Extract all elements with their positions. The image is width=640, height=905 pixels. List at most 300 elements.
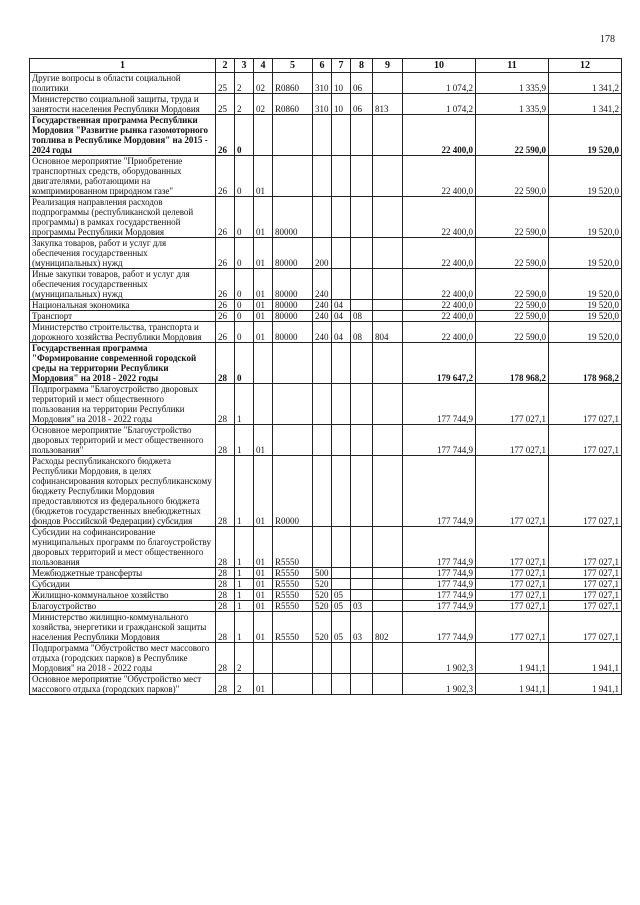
row-code-section xyxy=(332,456,351,527)
page-number: 178 xyxy=(600,34,615,45)
row-code-expense-type xyxy=(313,384,332,425)
row-code-subsection xyxy=(351,643,373,674)
row-code-gp: 25 xyxy=(216,73,235,94)
row-code-subsection xyxy=(351,300,373,311)
row-name: Субсидии xyxy=(30,579,216,590)
row-code-gp: 28 xyxy=(216,456,235,527)
table-header-row xyxy=(30,59,622,73)
row-value-2022: 177 027,1 xyxy=(549,456,622,527)
row-code-measure: 01 xyxy=(254,322,273,343)
row-code-measure: 01 xyxy=(254,456,273,527)
row-code-section: 05 xyxy=(332,601,351,612)
row-value-2020: 177 744,9 xyxy=(403,612,476,643)
row-code-direction: R0000 xyxy=(273,456,313,527)
row-code-section: 04 xyxy=(332,311,351,322)
row-code-direction xyxy=(273,156,313,197)
row-code-ministry xyxy=(373,197,403,238)
table-row xyxy=(30,643,622,674)
row-value-2020: 179 647,2 xyxy=(403,343,476,384)
row-code-measure xyxy=(254,384,273,425)
row-code-ministry xyxy=(373,590,403,601)
row-code-section xyxy=(332,674,351,695)
table-row xyxy=(30,674,622,695)
row-code-measure: 01 xyxy=(254,197,273,238)
row-value-2020: 177 744,9 xyxy=(403,601,476,612)
row-value-2021: 177 027,1 xyxy=(476,527,549,568)
row-code-direction: 80000 xyxy=(273,300,313,311)
row-value-2021: 22 590,0 xyxy=(476,322,549,343)
row-code-subsection xyxy=(351,156,373,197)
row-code-sub: 0 xyxy=(235,269,254,300)
row-value-2020: 22 400,0 xyxy=(403,156,476,197)
row-name: Транспорт xyxy=(30,311,216,322)
row-code-direction: R0860 xyxy=(273,94,313,115)
row-code-direction: 80000 xyxy=(273,238,313,269)
row-code-section xyxy=(332,197,351,238)
row-code-sub: 1 xyxy=(235,384,254,425)
row-name: Субсидии на софинансирование муниципальных программ по благоустройству дворовых территорий и мест общественного пользования xyxy=(30,527,216,568)
row-code-section xyxy=(332,579,351,590)
row-code-ministry xyxy=(373,643,403,674)
row-code-gp: 25 xyxy=(216,94,235,115)
row-code-sub: 2 xyxy=(235,73,254,94)
row-code-measure: 01 xyxy=(254,601,273,612)
row-value-2022: 19 520,0 xyxy=(549,322,622,343)
row-value-2022: 177 027,1 xyxy=(549,425,622,456)
row-name: Закупка товаров, работ и услуг для обеспечения государственных (муниципальных) нужд xyxy=(30,238,216,269)
row-code-direction xyxy=(273,384,313,425)
row-code-section xyxy=(332,527,351,568)
row-name: Основное мероприятие "Приобретение транспортных средств, оборудованных двигателями, работающими на компримированном природном газе" xyxy=(30,156,216,197)
row-value-2022: 177 027,1 xyxy=(549,601,622,612)
row-value-2020: 22 400,0 xyxy=(403,238,476,269)
row-name: Благоустройство xyxy=(30,601,216,612)
row-code-ministry: 804 xyxy=(373,322,403,343)
table-row xyxy=(30,238,622,269)
table-row xyxy=(30,322,622,343)
row-code-ministry: 802 xyxy=(373,612,403,643)
row-code-expense-type: 520 xyxy=(313,590,332,601)
row-name: Расходы республиканского бюджета Республики Мордовия, в целях софинансирования которых республиканскому бюджету Республики Мордовия предоставляются из федерального бюджета (бюджетов государственных внебюджетных фондов Российской Федерации) субсидия xyxy=(30,456,216,527)
row-name: Реализация направления расходов подпрограммы (республиканской целевой программы) в рамках государственной программы Республики Мордовия xyxy=(30,197,216,238)
row-code-expense-type xyxy=(313,115,332,156)
table-row xyxy=(30,568,622,579)
row-code-measure: 01 xyxy=(254,590,273,601)
table-row xyxy=(30,527,622,568)
row-code-gp: 26 xyxy=(216,238,235,269)
row-code-measure: 02 xyxy=(254,73,273,94)
table-row xyxy=(30,115,622,156)
row-code-subsection: 08 xyxy=(351,311,373,322)
row-code-measure: 01 xyxy=(254,527,273,568)
row-value-2020: 22 400,0 xyxy=(403,115,476,156)
table-row xyxy=(30,601,622,612)
row-code-sub: 0 xyxy=(235,238,254,269)
row-value-2021: 177 027,1 xyxy=(476,425,549,456)
row-code-gp: 28 xyxy=(216,579,235,590)
row-code-subsection xyxy=(351,197,373,238)
row-value-2021: 22 590,0 xyxy=(476,311,549,322)
row-code-section: 05 xyxy=(332,590,351,601)
row-name: Основное мероприятие "Благоустройство дворовых территорий и мест общественного пользования" xyxy=(30,425,216,456)
row-code-subsection xyxy=(351,269,373,300)
row-value-2022: 19 520,0 xyxy=(549,115,622,156)
row-code-ministry xyxy=(373,300,403,311)
row-code-expense-type: 240 xyxy=(313,322,332,343)
row-code-subsection xyxy=(351,527,373,568)
row-code-ministry xyxy=(373,343,403,384)
row-code-ministry xyxy=(373,73,403,94)
row-code-subsection xyxy=(351,343,373,384)
row-code-expense-type xyxy=(313,156,332,197)
row-value-2020: 1 902,3 xyxy=(403,643,476,674)
row-value-2022: 19 520,0 xyxy=(549,156,622,197)
row-value-2021: 1 335,9 xyxy=(476,94,549,115)
row-value-2022: 177 027,1 xyxy=(549,527,622,568)
row-code-subsection xyxy=(351,456,373,527)
row-value-2021: 22 590,0 xyxy=(476,238,549,269)
table-row xyxy=(30,73,622,94)
row-code-sub: 0 xyxy=(235,300,254,311)
row-value-2020: 177 744,9 xyxy=(403,425,476,456)
row-code-ministry xyxy=(373,674,403,695)
row-value-2022: 19 520,0 xyxy=(549,197,622,238)
row-value-2021: 1 941,1 xyxy=(476,643,549,674)
row-code-gp: 26 xyxy=(216,269,235,300)
row-code-gp: 26 xyxy=(216,115,235,156)
row-code-sub: 1 xyxy=(235,456,254,527)
row-code-measure: 01 xyxy=(254,674,273,695)
row-code-expense-type xyxy=(313,674,332,695)
row-value-2022: 1 941,1 xyxy=(549,643,622,674)
row-code-gp: 28 xyxy=(216,601,235,612)
column-header: 4 xyxy=(254,59,273,73)
row-value-2020: 177 744,9 xyxy=(403,590,476,601)
row-code-gp: 28 xyxy=(216,343,235,384)
row-code-direction: 80000 xyxy=(273,322,313,343)
row-code-measure: 01 xyxy=(254,238,273,269)
table-row xyxy=(30,590,622,601)
row-code-sub: 0 xyxy=(235,115,254,156)
row-code-ministry xyxy=(373,311,403,322)
row-code-gp: 28 xyxy=(216,527,235,568)
row-code-subsection xyxy=(351,579,373,590)
column-header: 6 xyxy=(313,59,332,73)
row-code-measure: 01 xyxy=(254,156,273,197)
row-value-2022: 19 520,0 xyxy=(549,311,622,322)
row-code-expense-type: 520 xyxy=(313,612,332,643)
budget-table xyxy=(29,58,622,695)
row-code-ministry xyxy=(373,156,403,197)
column-header: 5 xyxy=(273,59,313,73)
row-code-gp: 28 xyxy=(216,425,235,456)
row-name: Национальная экономика xyxy=(30,300,216,311)
row-code-ministry xyxy=(373,384,403,425)
table-row xyxy=(30,269,622,300)
row-value-2020: 22 400,0 xyxy=(403,197,476,238)
table-row xyxy=(30,156,622,197)
row-code-section xyxy=(332,238,351,269)
table-row xyxy=(30,612,622,643)
row-value-2022: 1 941,1 xyxy=(549,674,622,695)
row-code-expense-type: 240 xyxy=(313,311,332,322)
row-value-2021: 22 590,0 xyxy=(476,269,549,300)
row-code-sub: 1 xyxy=(235,579,254,590)
row-code-measure: 01 xyxy=(254,612,273,643)
row-value-2020: 22 400,0 xyxy=(403,322,476,343)
row-code-ministry xyxy=(373,601,403,612)
row-code-gp: 26 xyxy=(216,156,235,197)
row-name: Государственная программа "Формирование современной городской среды на территории Республики Мордовия" на 2018 - 2022 годы xyxy=(30,343,216,384)
row-code-measure: 01 xyxy=(254,579,273,590)
row-value-2022: 177 027,1 xyxy=(549,612,622,643)
row-value-2022: 1 341,2 xyxy=(549,73,622,94)
row-code-section xyxy=(332,156,351,197)
column-header: 10 xyxy=(403,59,476,73)
row-code-sub: 1 xyxy=(235,590,254,601)
row-value-2022: 177 027,1 xyxy=(549,384,622,425)
table-row xyxy=(30,94,622,115)
row-value-2022: 19 520,0 xyxy=(549,300,622,311)
row-code-gp: 28 xyxy=(216,643,235,674)
row-value-2020: 177 744,9 xyxy=(403,527,476,568)
row-code-ministry xyxy=(373,269,403,300)
row-code-ministry xyxy=(373,115,403,156)
row-value-2021: 177 027,1 xyxy=(476,384,549,425)
row-code-subsection xyxy=(351,674,373,695)
row-code-ministry xyxy=(373,425,403,456)
table-row xyxy=(30,384,622,425)
row-name: Другие вопросы в области социальной политики xyxy=(30,73,216,94)
row-code-direction xyxy=(273,425,313,456)
row-name: Министерство строительства, транспорта и дорожного хозяйства Республики Мордовия xyxy=(30,322,216,343)
row-code-measure xyxy=(254,643,273,674)
row-code-subsection xyxy=(351,425,373,456)
row-code-ministry xyxy=(373,456,403,527)
row-code-measure: 02 xyxy=(254,94,273,115)
table-row xyxy=(30,425,622,456)
row-code-direction: R0860 xyxy=(273,73,313,94)
row-code-measure: 01 xyxy=(254,568,273,579)
row-code-subsection xyxy=(351,590,373,601)
column-header: 1 xyxy=(30,59,216,73)
row-value-2020: 22 400,0 xyxy=(403,311,476,322)
row-code-expense-type: 310 xyxy=(313,94,332,115)
row-code-measure: 01 xyxy=(254,269,273,300)
row-code-expense-type xyxy=(313,197,332,238)
row-code-subsection: 03 xyxy=(351,601,373,612)
row-code-measure xyxy=(254,115,273,156)
row-code-ministry: 813 xyxy=(373,94,403,115)
row-code-expense-type xyxy=(313,425,332,456)
row-name: Подпрограмма "Обустройство мест массового отдыха (городских парков) в Республике Мордовия" на 2018 - 2022 годы xyxy=(30,643,216,674)
row-value-2020: 177 744,9 xyxy=(403,579,476,590)
table-body xyxy=(30,73,622,695)
row-name: Межбюджетные трансферты xyxy=(30,568,216,579)
row-code-sub: 2 xyxy=(235,674,254,695)
row-code-gp: 26 xyxy=(216,311,235,322)
row-code-gp: 28 xyxy=(216,384,235,425)
row-name: Жилищно-коммунальное хозяйство xyxy=(30,590,216,601)
row-name: Министерство жилищно-коммунального хозяйства, энергетики и гражданской защиты населения Республики Мордовия xyxy=(30,612,216,643)
column-header: 12 xyxy=(549,59,622,73)
row-code-direction: R5550 xyxy=(273,527,313,568)
row-code-ministry xyxy=(373,527,403,568)
column-header: 7 xyxy=(332,59,351,73)
row-code-section xyxy=(332,643,351,674)
row-code-sub: 0 xyxy=(235,197,254,238)
column-header: 11 xyxy=(476,59,549,73)
row-code-expense-type: 240 xyxy=(313,300,332,311)
row-value-2022: 19 520,0 xyxy=(549,238,622,269)
row-value-2020: 177 744,9 xyxy=(403,456,476,527)
column-header: 8 xyxy=(351,59,373,73)
row-code-measure: 01 xyxy=(254,425,273,456)
row-code-direction xyxy=(273,674,313,695)
table-row xyxy=(30,456,622,527)
row-code-subsection xyxy=(351,238,373,269)
row-code-section xyxy=(332,568,351,579)
row-name: Подпрограмма "Благоустройство дворовых территорий и мест общественного пользования на территории Республики Мордовия" на 2018 - 2022 годы xyxy=(30,384,216,425)
table-row xyxy=(30,197,622,238)
row-code-direction xyxy=(273,115,313,156)
row-code-section xyxy=(332,384,351,425)
row-value-2022: 177 027,1 xyxy=(549,579,622,590)
row-value-2022: 19 520,0 xyxy=(549,269,622,300)
row-value-2021: 22 590,0 xyxy=(476,156,549,197)
row-code-gp: 26 xyxy=(216,300,235,311)
row-value-2020: 1 074,2 xyxy=(403,94,476,115)
row-code-sub: 0 xyxy=(235,311,254,322)
row-code-expense-type: 200 xyxy=(313,238,332,269)
row-code-ministry xyxy=(373,238,403,269)
row-code-sub: 1 xyxy=(235,568,254,579)
row-code-subsection: 03 xyxy=(351,612,373,643)
row-value-2021: 177 027,1 xyxy=(476,456,549,527)
row-code-direction: R5550 xyxy=(273,612,313,643)
row-value-2020: 177 744,9 xyxy=(403,384,476,425)
row-code-sub: 0 xyxy=(235,156,254,197)
row-code-sub: 0 xyxy=(235,322,254,343)
row-code-sub: 2 xyxy=(235,643,254,674)
row-value-2020: 22 400,0 xyxy=(403,300,476,311)
row-value-2021: 1 941,1 xyxy=(476,674,549,695)
row-code-gp: 28 xyxy=(216,590,235,601)
row-code-subsection: 06 xyxy=(351,94,373,115)
row-code-expense-type xyxy=(313,343,332,384)
row-code-gp: 28 xyxy=(216,674,235,695)
row-value-2021: 1 335,9 xyxy=(476,73,549,94)
row-code-direction: 80000 xyxy=(273,311,313,322)
row-code-direction: 80000 xyxy=(273,197,313,238)
row-code-direction: R5550 xyxy=(273,601,313,612)
row-code-section: 04 xyxy=(332,300,351,311)
row-value-2020: 22 400,0 xyxy=(403,269,476,300)
row-code-section: 04 xyxy=(332,322,351,343)
row-code-subsection xyxy=(351,568,373,579)
row-name: Министерство социальной защиты, труда и занятости населения Республики Мордовия xyxy=(30,94,216,115)
row-value-2021: 178 968,2 xyxy=(476,343,549,384)
row-code-section: 05 xyxy=(332,612,351,643)
row-code-ministry xyxy=(373,568,403,579)
table-row xyxy=(30,300,622,311)
row-value-2021: 22 590,0 xyxy=(476,197,549,238)
row-name: Основное мероприятие "Обустройство мест массового отдыха (городских парков)" xyxy=(30,674,216,695)
row-value-2022: 178 968,2 xyxy=(549,343,622,384)
row-code-subsection: 08 xyxy=(351,322,373,343)
row-code-gp: 26 xyxy=(216,322,235,343)
table-row xyxy=(30,311,622,322)
row-value-2021: 177 027,1 xyxy=(476,568,549,579)
column-header: 9 xyxy=(373,59,403,73)
row-value-2021: 177 027,1 xyxy=(476,601,549,612)
table-row xyxy=(30,343,622,384)
row-code-direction xyxy=(273,343,313,384)
row-code-section xyxy=(332,425,351,456)
row-code-expense-type xyxy=(313,527,332,568)
row-name: Государственная программа Республики Мордовия "Развитие рынка газомоторного топлива в Республике Мордовия" на 2015 - 2024 годы xyxy=(30,115,216,156)
row-code-section xyxy=(332,115,351,156)
row-code-sub: 1 xyxy=(235,601,254,612)
row-value-2022: 177 027,1 xyxy=(549,590,622,601)
row-code-gp: 26 xyxy=(216,197,235,238)
row-code-section: 10 xyxy=(332,73,351,94)
row-code-direction xyxy=(273,643,313,674)
row-code-ministry xyxy=(373,579,403,590)
row-value-2020: 1 074,2 xyxy=(403,73,476,94)
row-code-sub: 1 xyxy=(235,425,254,456)
row-value-2021: 177 027,1 xyxy=(476,612,549,643)
row-code-direction: R5550 xyxy=(273,579,313,590)
row-value-2020: 1 902,3 xyxy=(403,674,476,695)
row-code-direction: 80000 xyxy=(273,269,313,300)
row-code-expense-type: 240 xyxy=(313,269,332,300)
row-code-direction: R5550 xyxy=(273,590,313,601)
row-code-measure: 01 xyxy=(254,311,273,322)
row-value-2022: 177 027,1 xyxy=(549,568,622,579)
row-code-expense-type xyxy=(313,643,332,674)
row-code-measure xyxy=(254,343,273,384)
table-row xyxy=(30,579,622,590)
row-name: Иные закупки товаров, работ и услуг для обеспечения государственных (муниципальных) нужд xyxy=(30,269,216,300)
row-code-section xyxy=(332,343,351,384)
row-code-direction: R5550 xyxy=(273,568,313,579)
row-code-subsection xyxy=(351,115,373,156)
row-code-expense-type: 520 xyxy=(313,579,332,590)
row-value-2021: 177 027,1 xyxy=(476,590,549,601)
row-code-sub: 2 xyxy=(235,94,254,115)
column-header: 2 xyxy=(216,59,235,73)
row-code-sub: 0 xyxy=(235,343,254,384)
row-code-expense-type: 310 xyxy=(313,73,332,94)
row-code-sub: 1 xyxy=(235,612,254,643)
row-code-subsection: 06 xyxy=(351,73,373,94)
row-code-section xyxy=(332,269,351,300)
row-value-2021: 22 590,0 xyxy=(476,115,549,156)
row-code-measure: 01 xyxy=(254,300,273,311)
row-code-sub: 1 xyxy=(235,527,254,568)
row-code-expense-type: 520 xyxy=(313,601,332,612)
row-value-2021: 177 027,1 xyxy=(476,579,549,590)
row-value-2021: 22 590,0 xyxy=(476,300,549,311)
row-code-subsection xyxy=(351,384,373,425)
row-code-gp: 28 xyxy=(216,612,235,643)
row-code-gp: 28 xyxy=(216,568,235,579)
row-value-2022: 1 341,2 xyxy=(549,94,622,115)
row-code-expense-type xyxy=(313,456,332,527)
row-code-expense-type: 500 xyxy=(313,568,332,579)
column-header: 3 xyxy=(235,59,254,73)
